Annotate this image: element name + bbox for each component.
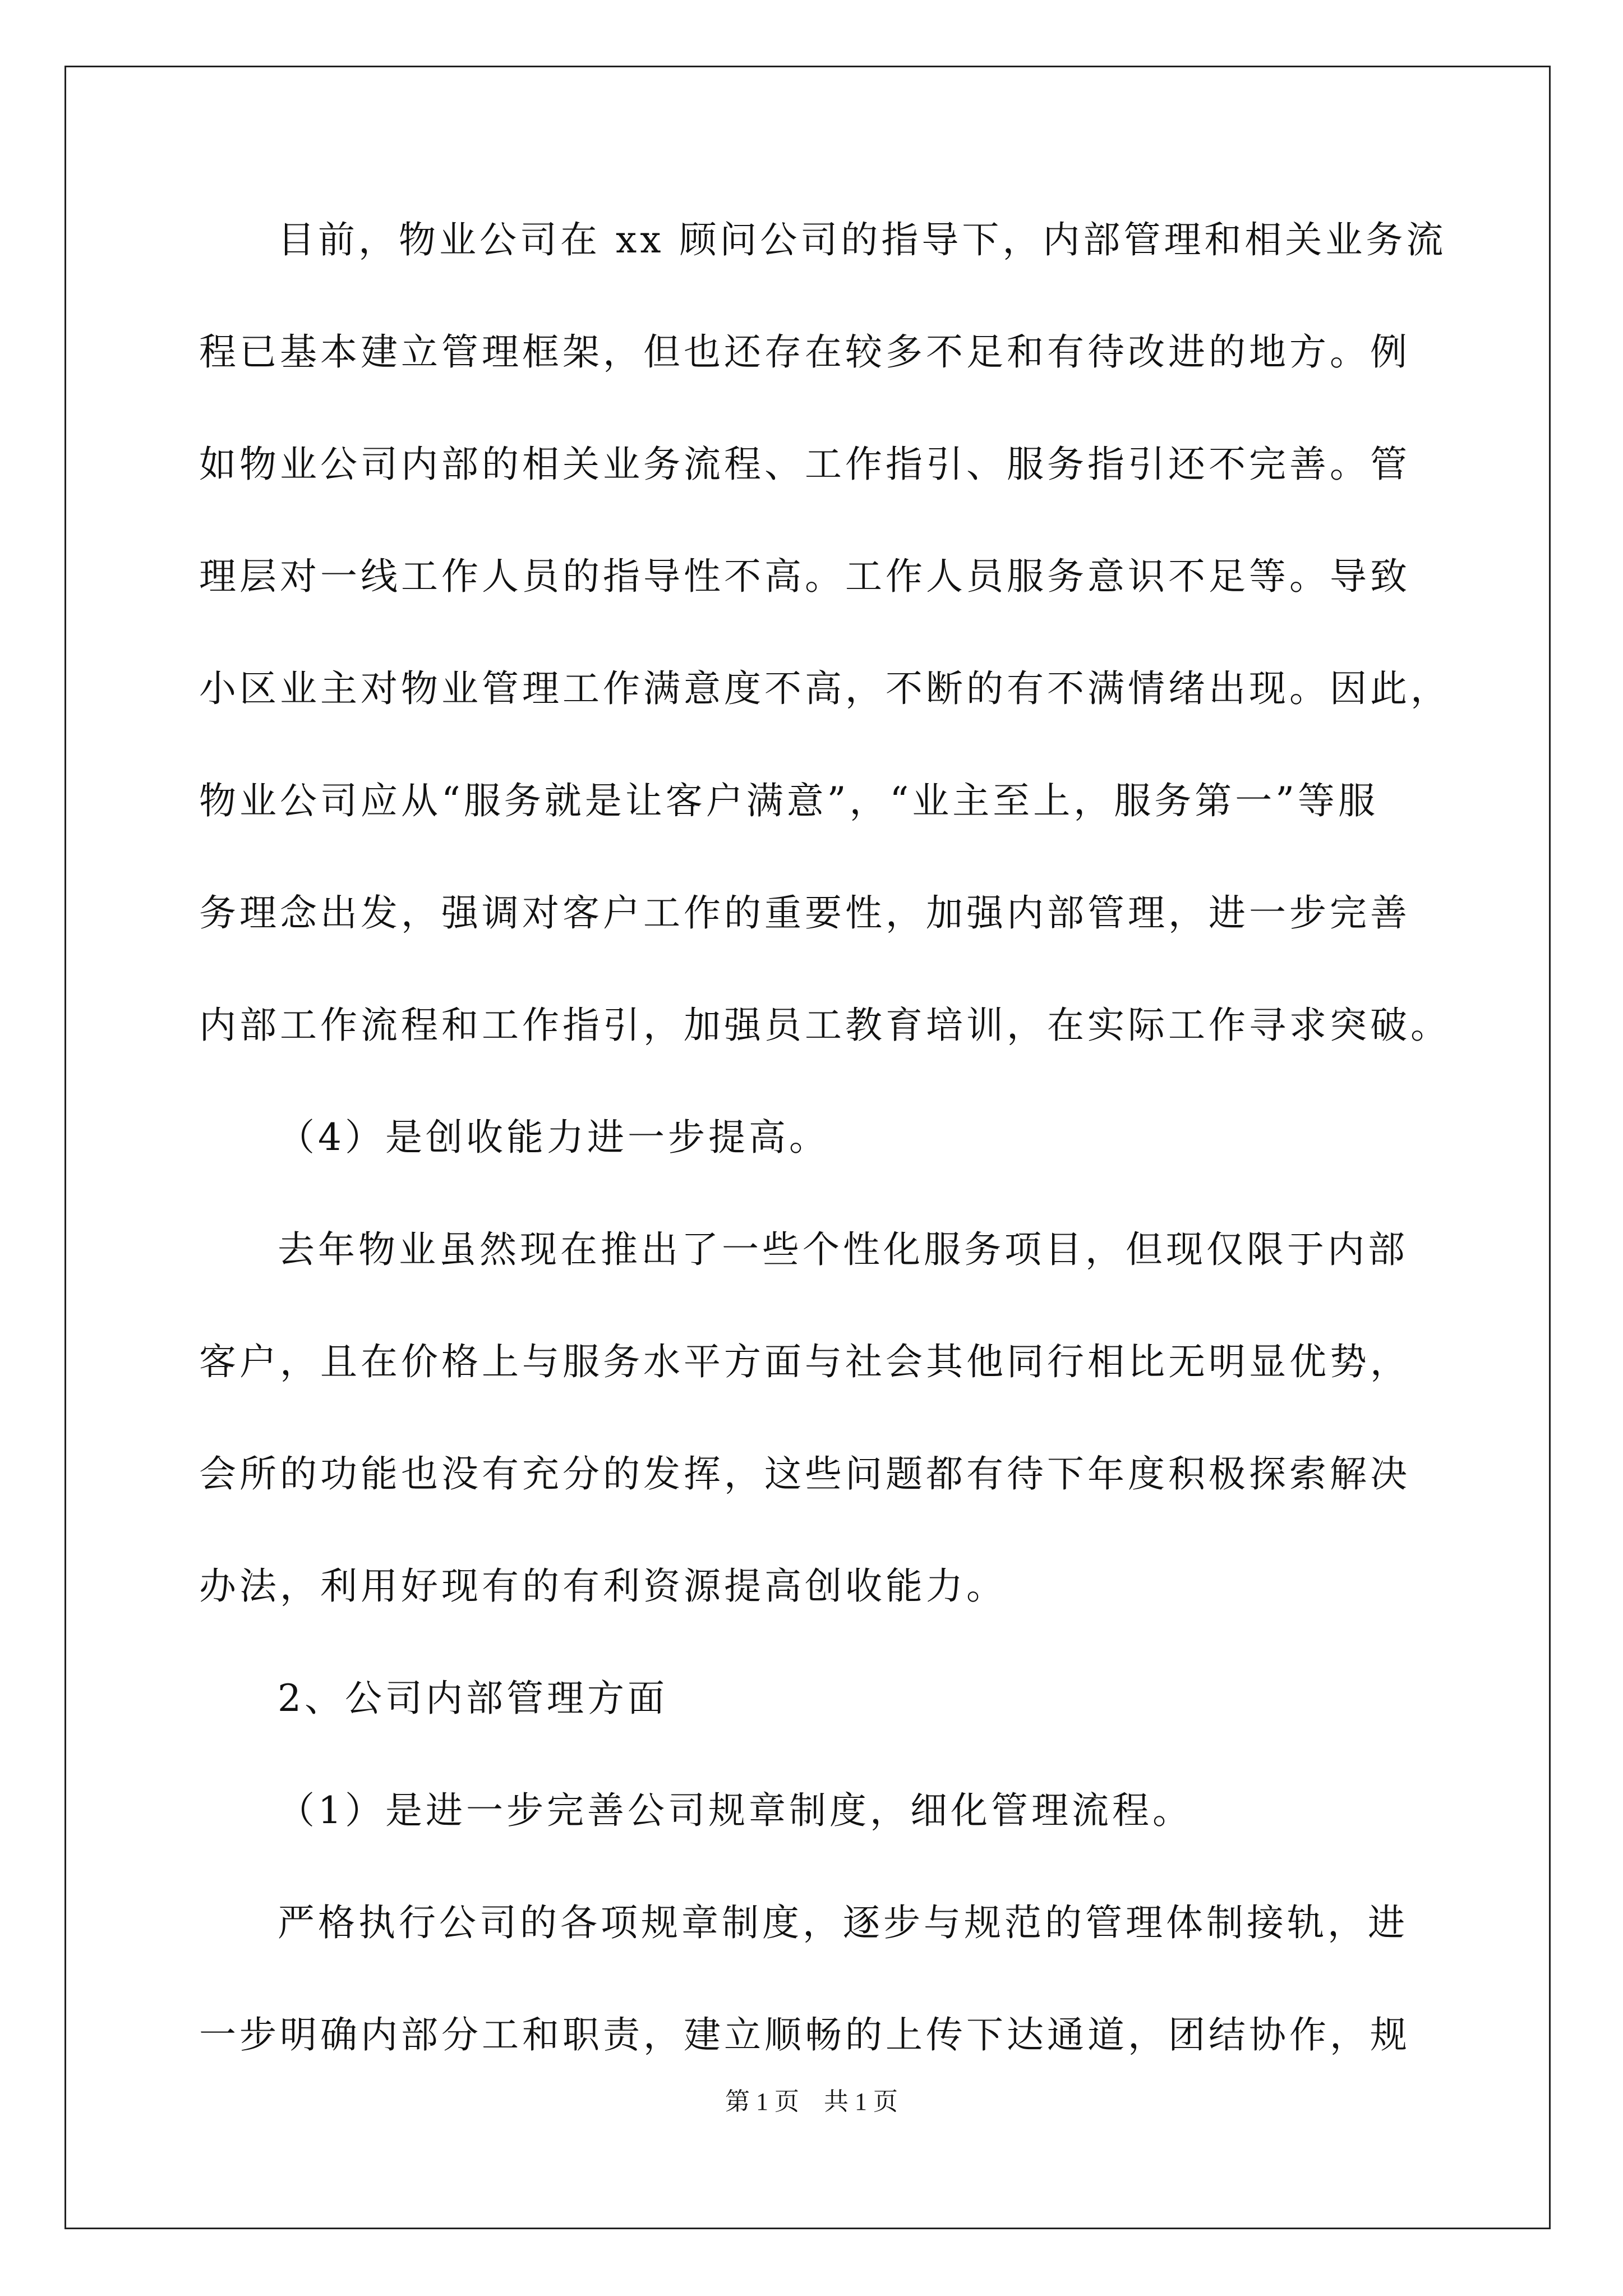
paragraph-line: 理层对一线工作人员的指导性不高。工作人员服务意识不足等。导致 [199, 555, 1410, 598]
section-heading: （4）是创收能力进一步提高。 [278, 1116, 829, 1159]
paragraph-line: 会所的功能也没有充分的发挥，这些问题都有待下年度积极探索解决 [199, 1452, 1410, 1496]
paragraph-line: 物业公司应从“服务就是让客户满意”，“业主至上，服务第一”等服 [199, 779, 1378, 822]
section-heading: （1）是进一步完善公司规章制度，细化管理流程。 [278, 1789, 1193, 1832]
paragraph-line: 内部工作流程和工作指引，加强员工教育培训，在实际工作寻求突破。 [199, 1004, 1451, 1047]
paragraph-line: 小区业主对物业管理工作满意度不高，不断的有不满情绪出现。因此， [199, 667, 1451, 710]
paragraph-line: 客户，且在价格上与服务水平方面与社会其他同行相比无明显优势， [199, 1340, 1410, 1383]
paragraph-line: 去年物业虽然现在推出了一些个性化服务项目，但现仅限于内部 [278, 1228, 1408, 1271]
paragraph-line: 严格执行公司的各项规章制度，逐步与规范的管理体制接轨，进 [278, 1901, 1408, 1944]
paragraph-line: 程已基本建立管理框架，但也还存在较多不足和有待改进的地方。例 [199, 330, 1410, 374]
page-footer: 第 1 页 共 1 页 [725, 2088, 898, 2115]
section-heading: 2、公司内部管理方面 [278, 1677, 668, 1720]
paragraph-line: 如物业公司内部的相关业务流程、工作指引、服务指引还不完善。管 [199, 443, 1410, 486]
paragraph-line: 目前，物业公司在 xx 顾问公司的指导下，内部管理和相关业务流 [278, 218, 1447, 261]
paragraph-line: 务理念出发，强调对客户工作的重要性，加强内部管理，进一步完善 [199, 891, 1410, 935]
paragraph-line: 一步明确内部分工和职责，建立顺畅的上传下达通道，团结协作，规 [199, 2013, 1410, 2056]
paragraph-line: 办法，利用好现有的有利资源提高创收能力。 [199, 1565, 1007, 1608]
